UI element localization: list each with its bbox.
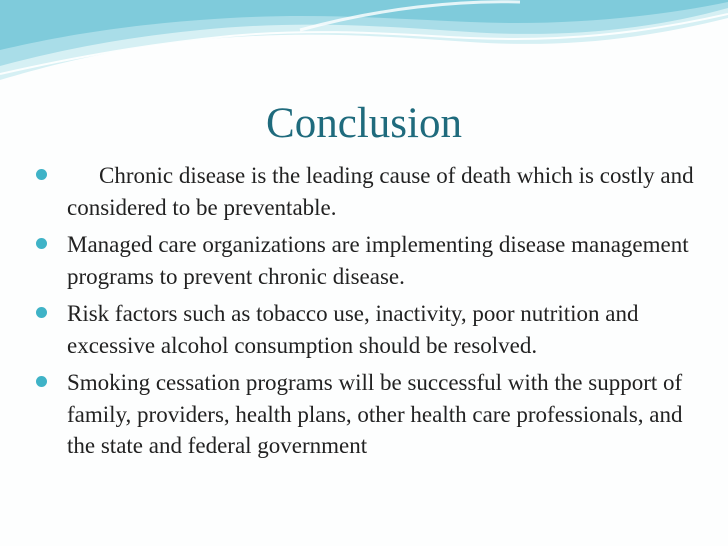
bullet-list [12, 160, 712, 468]
slide-title [0, 96, 728, 152]
bullet-text: Chronic disease is the leading cause of death which is costly and considered to be preventable. [67, 163, 694, 220]
bullet-item [12, 160, 712, 223]
bullet-icon [36, 169, 47, 180]
slide-title-text: Conclusion [266, 100, 462, 147]
bullet-text: Smoking cessation programs will be successful with the support of family, providers, health plans, other health care professionals, and the state and federal government [67, 370, 683, 458]
bullet-icon [36, 376, 47, 387]
bullet-item [12, 367, 712, 462]
bullet-icon [36, 238, 47, 249]
bullet-text: Risk factors such as tobacco use, inactivity, poor nutrition and excessive alcohol consumption should be resolved. [67, 301, 639, 358]
decorative-wave-header [0, 0, 728, 90]
bullet-icon [36, 307, 47, 318]
bullet-text: Managed care organizations are implementing disease management programs to prevent chronic disease. [67, 232, 689, 289]
bullet-item [12, 229, 712, 292]
bullet-item [12, 298, 712, 361]
